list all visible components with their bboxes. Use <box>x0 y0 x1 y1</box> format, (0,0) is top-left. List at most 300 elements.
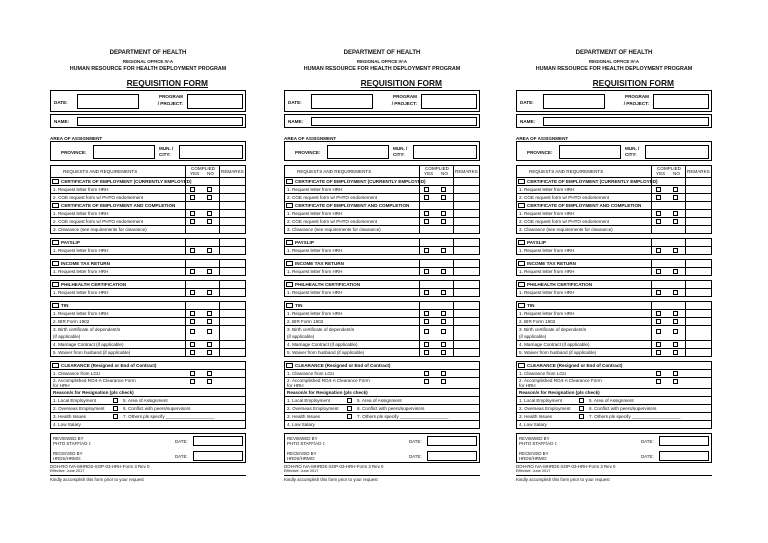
list-item <box>285 333 479 341</box>
yes-header: YES <box>190 171 200 177</box>
text-label: HRDS/HRMO: <box>53 456 82 462</box>
project-label: / PROJECT: <box>157 100 183 106</box>
checkbox[interactable] <box>656 187 661 192</box>
list-item <box>51 218 245 226</box>
text-label: 4. Low Salary <box>519 422 547 428</box>
philhealth-checkbox[interactable] <box>518 282 525 287</box>
list-item <box>285 405 479 413</box>
section-tin <box>51 302 245 310</box>
checkbox[interactable] <box>207 211 212 216</box>
list-item <box>285 341 479 349</box>
text-label: 5. Area of Assignment <box>589 398 634 404</box>
text-label: 2. Accomplished RO4-A Clearance Form <box>287 378 370 384</box>
checkbox[interactable] <box>656 371 661 376</box>
date-program-box <box>50 90 246 112</box>
received-date-input[interactable] <box>193 451 243 461</box>
checkbox[interactable] <box>441 195 446 200</box>
list-item <box>285 268 479 275</box>
checkbox[interactable] <box>190 219 195 224</box>
text-label: 2. COE request form w/ PHTO endorsement <box>53 195 144 201</box>
checkbox[interactable] <box>656 311 661 316</box>
date-input[interactable] <box>543 94 605 109</box>
program-title: HUMAN RESOURCE FOR HEALTH DEPLOYMENT PROGRAM <box>535 65 693 72</box>
text-label: 1. Request letter from HRH <box>519 211 575 217</box>
text-label: 1. Request letter from HRH <box>53 187 109 193</box>
text-label: 1. Request letter from HRH <box>53 269 109 275</box>
effective-date: Effective: June 2017 <box>284 469 319 474</box>
list-item <box>517 186 711 194</box>
requirements-table <box>516 165 712 234</box>
office-title: REGIONAL OFFICE IV-A <box>356 58 408 64</box>
text-label: Reason/s for Resignation (pls check) <box>287 390 368 396</box>
list-item <box>517 333 711 341</box>
clearance-checkbox[interactable] <box>286 363 293 368</box>
date-label: DATE: <box>54 99 68 105</box>
section-philhealth <box>285 281 479 289</box>
coe-current-checkbox[interactable] <box>286 179 293 184</box>
list-item <box>517 341 711 349</box>
requisition-form-1 <box>50 50 246 482</box>
requisition-form-2 <box>284 50 480 482</box>
tin-table <box>50 301 246 357</box>
tin-checkbox[interactable] <box>52 303 59 308</box>
checkbox[interactable] <box>347 398 352 403</box>
list-item <box>517 397 711 405</box>
text-label: CLEARANCE (Resigned or End of Contract) <box>295 363 391 369</box>
text-label: 1. Request letter from HRH <box>287 187 343 193</box>
checkbox[interactable] <box>656 211 661 216</box>
payslip-checkbox[interactable] <box>286 240 293 245</box>
text-label: 4. Marriage Contract (if applicable) <box>287 342 358 348</box>
checkbox[interactable] <box>656 269 661 274</box>
list-item <box>285 186 479 194</box>
section-itr <box>51 260 245 268</box>
checkbox[interactable] <box>190 290 195 295</box>
checkbox[interactable] <box>579 406 584 411</box>
text-label: 1. Request letter from HRH <box>287 211 343 217</box>
checkbox[interactable] <box>656 342 661 347</box>
section-itr <box>517 260 711 268</box>
city-label: CITY: <box>625 152 637 158</box>
list-item <box>285 370 479 378</box>
program-input[interactable] <box>187 94 243 109</box>
checkbox[interactable] <box>190 248 195 253</box>
checkbox[interactable] <box>207 219 212 224</box>
mun-label: MUN. / <box>159 146 174 152</box>
checkbox[interactable] <box>424 311 429 316</box>
checkbox[interactable] <box>424 350 429 355</box>
list-item <box>517 413 711 421</box>
text-label: DATE: <box>175 454 188 460</box>
text-label: (if applicable) <box>519 334 547 340</box>
payslip-checkbox[interactable] <box>52 240 59 245</box>
city-input[interactable] <box>645 145 709 159</box>
list-item <box>285 218 479 226</box>
list-item <box>51 226 245 233</box>
checkbox[interactable] <box>656 290 661 295</box>
checkbox[interactable] <box>441 290 446 295</box>
table-header <box>51 166 245 178</box>
list-item <box>51 370 245 378</box>
checkbox[interactable] <box>673 311 678 316</box>
checkbox[interactable] <box>441 342 446 347</box>
text-label: (if applicable) <box>53 334 81 340</box>
checkbox[interactable] <box>424 195 429 200</box>
text-label: CERTIFICATE OF EMPLOYMENT (CURRENTLY EMPLOYED) <box>61 179 192 185</box>
checkbox[interactable] <box>424 342 429 347</box>
checkbox[interactable] <box>673 211 678 216</box>
checkbox[interactable] <box>441 311 446 316</box>
clearance-table <box>284 361 480 429</box>
list-item <box>517 210 711 218</box>
text-label: RECEIVED BY <box>287 451 317 457</box>
section-payslip <box>51 239 245 247</box>
list-item <box>517 326 711 333</box>
list-item <box>51 289 245 296</box>
text-label: DATE: <box>641 439 654 445</box>
checkbox[interactable] <box>441 219 446 224</box>
area-box <box>516 141 712 161</box>
checkbox[interactable] <box>441 269 446 274</box>
area-label: AREA OF ASSIGNMENT <box>516 135 569 141</box>
list-item <box>51 405 245 413</box>
reviewed-date-input[interactable] <box>193 436 243 446</box>
list-item <box>51 413 245 421</box>
list-item <box>285 318 479 326</box>
text-label: 2. Accomplished RO4-A Clearance Form <box>53 378 136 384</box>
list-item <box>517 349 711 356</box>
no-header: NO <box>207 171 214 177</box>
checkbox[interactable] <box>673 248 678 253</box>
reviewed-date-input[interactable] <box>659 436 709 446</box>
text-label: 7. Others pls specify ___________________ <box>123 414 215 420</box>
date-program-box <box>516 90 712 112</box>
received-date-input[interactable] <box>659 451 709 461</box>
table-header <box>517 166 711 178</box>
name-box <box>284 114 480 128</box>
text-label: 7. Others pls specify ___________________ <box>589 414 681 420</box>
text-label: 2. BIR Form 1902 <box>287 319 324 325</box>
checkbox[interactable] <box>190 211 195 216</box>
section-coe-completion <box>285 202 479 210</box>
list-item <box>51 268 245 275</box>
reasons-title <box>517 389 711 397</box>
program-input[interactable] <box>421 94 477 109</box>
table-header <box>285 166 479 178</box>
checkbox[interactable] <box>424 371 429 376</box>
area-box <box>50 141 246 161</box>
section-tin <box>285 302 479 310</box>
text-label: 2. COE request form w/ PHTO endorsement <box>287 219 378 225</box>
checkbox[interactable] <box>190 195 195 200</box>
text-label: 1. Request letter from HRH <box>519 311 575 317</box>
text-label: 2. COE request form w/ PHTO endorsement <box>53 219 144 225</box>
checkbox[interactable] <box>190 371 195 376</box>
checkbox[interactable] <box>673 319 678 324</box>
philhealth-table <box>516 280 712 297</box>
checkbox[interactable] <box>207 195 212 200</box>
checkbox[interactable] <box>579 414 584 419</box>
checkbox[interactable] <box>424 187 429 192</box>
checkbox[interactable] <box>673 290 678 295</box>
tin-table <box>516 301 712 357</box>
checkbox[interactable] <box>424 211 429 216</box>
date-input[interactable] <box>77 94 139 109</box>
checkbox[interactable] <box>424 248 429 253</box>
section-coe-completion <box>51 202 245 210</box>
list-item <box>517 421 711 428</box>
list-item <box>51 341 245 349</box>
clearance-checkbox[interactable] <box>518 363 525 368</box>
name-label: NAME: <box>520 118 536 124</box>
text-label: Reason/s for Resignation (pls check) <box>53 390 134 396</box>
itr-table <box>50 259 246 276</box>
text-label: CERTIFICATE OF EMPLOYMENT (CURRENTLY EMPLOYED) <box>527 179 658 185</box>
text-label: PHTO STAFF/AO I: <box>53 441 92 447</box>
province-input[interactable] <box>93 145 155 159</box>
requests-header: REQUESTS AND REQUIREMENTS <box>529 169 604 175</box>
clearance-table <box>50 361 246 429</box>
text-label: for HRH <box>519 383 536 389</box>
checkbox[interactable] <box>113 406 118 411</box>
program-input[interactable] <box>653 94 709 109</box>
city-input[interactable] <box>179 145 243 159</box>
text-label: PAYSLIP <box>61 240 80 246</box>
checkbox[interactable] <box>673 219 678 224</box>
list-item <box>517 289 711 296</box>
checkbox[interactable] <box>656 248 661 253</box>
form-title: REQUISITION FORM <box>360 78 442 89</box>
no-header: NO <box>441 171 448 177</box>
city-label: CITY: <box>159 152 171 158</box>
text-label: 6. Conflict with peers/supervisors <box>357 406 425 412</box>
list-item <box>517 218 711 226</box>
effective-date: Effective: June 2017 <box>516 469 551 474</box>
checkbox[interactable] <box>673 269 678 274</box>
checkbox[interactable] <box>190 187 195 192</box>
checkbox[interactable] <box>347 414 352 419</box>
itr-checkbox[interactable] <box>286 261 293 266</box>
text-label: 2. COE request form w/ PHTO endorsement <box>519 195 610 201</box>
reasons-title <box>51 389 245 397</box>
text-label: 1. Request letter from HRH <box>519 248 575 254</box>
checkbox[interactable] <box>673 195 678 200</box>
complied-header: COMPLIED <box>191 166 215 172</box>
checkbox[interactable] <box>207 319 212 324</box>
list-item <box>517 370 711 378</box>
checkbox[interactable] <box>190 350 195 355</box>
checkbox[interactable] <box>347 406 352 411</box>
checkbox[interactable] <box>441 211 446 216</box>
section-clearance <box>51 362 245 370</box>
text-label: 2. Overseas Employment <box>53 406 105 412</box>
section-philhealth <box>51 281 245 289</box>
area-box <box>284 141 480 161</box>
checkbox[interactable] <box>424 319 429 324</box>
checkbox[interactable] <box>441 187 446 192</box>
text-label: 2. Accomplished RO4-A Clearance Form <box>519 378 602 384</box>
philhealth-checkbox[interactable] <box>286 282 293 287</box>
list-item <box>51 349 245 356</box>
text-label: CERTIFICATE OF EMPLOYMENT AND COMPLETION <box>295 203 410 209</box>
dept-title: DEPARTMENT OF HEALTH <box>109 50 187 56</box>
checkbox[interactable] <box>656 195 661 200</box>
checkbox[interactable] <box>424 269 429 274</box>
list-item <box>51 326 245 333</box>
text-label: 3. Health Issues <box>53 414 86 420</box>
section-itr <box>285 260 479 268</box>
city-label: CITY: <box>393 152 405 158</box>
coe-current-checkbox[interactable] <box>52 179 59 184</box>
checkbox[interactable] <box>207 350 212 355</box>
dept-title: DEPARTMENT OF HEALTH <box>343 50 421 56</box>
tin-checkbox[interactable] <box>518 303 525 308</box>
checkbox[interactable] <box>673 371 678 376</box>
payslip-table <box>284 238 480 255</box>
text-label: CERTIFICATE OF EMPLOYMENT AND COMPLETION <box>527 203 642 209</box>
remarks-header: REMARKS <box>687 169 710 175</box>
text-label: REVIEWED BY <box>53 436 84 442</box>
program-label: PROGRAM <box>159 93 183 99</box>
text-label: 6. Conflict with peers/supervisors <box>589 406 657 412</box>
text-label: TIN <box>527 303 535 309</box>
checkbox[interactable] <box>207 248 212 253</box>
text-label: 4. Low Salary <box>53 422 81 428</box>
footer-note: Kindly accomplish this form prior to your request <box>284 475 480 482</box>
text-label: 1. Local Employment <box>53 398 96 404</box>
checkbox[interactable] <box>207 269 212 274</box>
text-label: HRDS/HRMO: <box>287 456 316 462</box>
text-label: 2. COE request form w/ PHTO endorsement <box>287 195 378 201</box>
checkbox[interactable] <box>190 311 195 316</box>
list-item <box>51 186 245 194</box>
philhealth-checkbox[interactable] <box>52 282 59 287</box>
text-label: REVIEWED BY <box>287 436 318 442</box>
checkbox[interactable] <box>113 398 118 403</box>
text-label: DATE: <box>409 454 422 460</box>
checkbox[interactable] <box>673 342 678 347</box>
text-label: CERTIFICATE OF EMPLOYMENT AND COMPLETION <box>61 203 176 209</box>
itr-checkbox[interactable] <box>52 261 59 266</box>
list-item <box>285 194 479 202</box>
text-label: 3. Birth certificate of dependent/s <box>519 327 587 333</box>
checkbox[interactable] <box>673 350 678 355</box>
program-title: HUMAN RESOURCE FOR HEALTH DEPLOYMENT PROGRAM <box>303 65 461 72</box>
requisition-form-3 <box>516 50 712 482</box>
checkbox[interactable] <box>441 350 446 355</box>
coe-completion-checkbox[interactable] <box>518 203 525 208</box>
office-title: REGIONAL OFFICE IV-A <box>122 58 174 64</box>
province-label: PROVINCE: <box>295 150 321 156</box>
text-label: PHILHEALTH CERTIFICATION <box>61 282 127 288</box>
text-label: INCOME TAX RETURN <box>61 261 110 267</box>
checkbox[interactable] <box>207 187 212 192</box>
text-label: REVIEWED BY <box>519 436 550 442</box>
section-coe-completion <box>517 202 711 210</box>
city-input[interactable] <box>413 145 477 159</box>
list-item <box>517 310 711 318</box>
text-label: 5. Waiver from husband (if applicable) <box>287 350 365 356</box>
requirements-table <box>284 165 480 234</box>
name-box <box>516 114 712 128</box>
payslip-checkbox[interactable] <box>518 240 525 245</box>
province-input[interactable] <box>327 145 389 159</box>
checkbox[interactable] <box>207 311 212 316</box>
requests-header: REQUESTS AND REQUIREMENTS <box>63 169 138 175</box>
list-item <box>51 333 245 341</box>
text-label: 1. Clearance from LGU <box>53 371 101 377</box>
footer-note: Kindly accomplish this form prior to your request <box>50 475 246 482</box>
date-label: DATE: <box>288 99 302 105</box>
checkbox[interactable] <box>656 319 661 324</box>
checkbox[interactable] <box>190 319 195 324</box>
list-item <box>285 210 479 218</box>
checkbox[interactable] <box>424 219 429 224</box>
checkbox[interactable] <box>113 414 118 419</box>
section-tin <box>517 302 711 310</box>
date-input[interactable] <box>311 94 373 109</box>
checkbox[interactable] <box>579 398 584 403</box>
name-input[interactable] <box>77 117 243 126</box>
name-input[interactable] <box>543 117 709 126</box>
itr-table <box>284 259 480 276</box>
text-label: PHTO STAFF/AO I: <box>287 441 326 447</box>
checkbox[interactable] <box>441 248 446 253</box>
checkbox[interactable] <box>441 319 446 324</box>
checkbox[interactable] <box>424 290 429 295</box>
list-item <box>517 268 711 275</box>
checkbox[interactable] <box>190 269 195 274</box>
checkbox[interactable] <box>207 342 212 347</box>
coe-completion-checkbox[interactable] <box>52 203 59 208</box>
reasons-title <box>285 389 479 397</box>
checkbox[interactable] <box>656 350 661 355</box>
tin-checkbox[interactable] <box>286 303 293 308</box>
text-label: 5. Waiver from husband (if applicable) <box>53 350 131 356</box>
province-input[interactable] <box>559 145 621 159</box>
requests-header: REQUESTS AND REQUIREMENTS <box>297 169 372 175</box>
text-label: 7. Others pls specify ___________________ <box>357 414 449 420</box>
coe-completion-checkbox[interactable] <box>286 203 293 208</box>
checkbox[interactable] <box>656 219 661 224</box>
reviewed-date-input[interactable] <box>427 436 477 446</box>
checkbox[interactable] <box>673 187 678 192</box>
checkbox[interactable] <box>207 371 212 376</box>
text-label: 5. Waiver from husband (if applicable) <box>519 350 597 356</box>
yes-header: YES <box>424 171 434 177</box>
checkbox[interactable] <box>441 371 446 376</box>
text-label: 3. Clearance (see requirements for clearance) <box>519 227 613 233</box>
checkbox[interactable] <box>190 342 195 347</box>
name-input[interactable] <box>311 117 477 126</box>
project-label: / PROJECT: <box>391 100 417 106</box>
text-label: 1. Request letter from HRH <box>519 269 575 275</box>
text-label: 4. Marriage Contract (if applicable) <box>519 342 590 348</box>
text-label: 1. Request letter from HRH <box>287 311 343 317</box>
text-label: 5. Area of Assignment <box>123 398 168 404</box>
list-item <box>285 397 479 405</box>
checkbox[interactable] <box>207 290 212 295</box>
itr-checkbox[interactable] <box>518 261 525 266</box>
list-item <box>51 421 245 428</box>
text-label: for HRH <box>287 383 304 389</box>
coe-current-checkbox[interactable] <box>518 179 525 184</box>
area-label: AREA OF ASSIGNMENT <box>284 135 337 141</box>
received-date-input[interactable] <box>427 451 477 461</box>
text-label: TIN <box>295 303 303 309</box>
clearance-checkbox[interactable] <box>52 363 59 368</box>
text-label: 2. Overseas Employment <box>287 406 339 412</box>
